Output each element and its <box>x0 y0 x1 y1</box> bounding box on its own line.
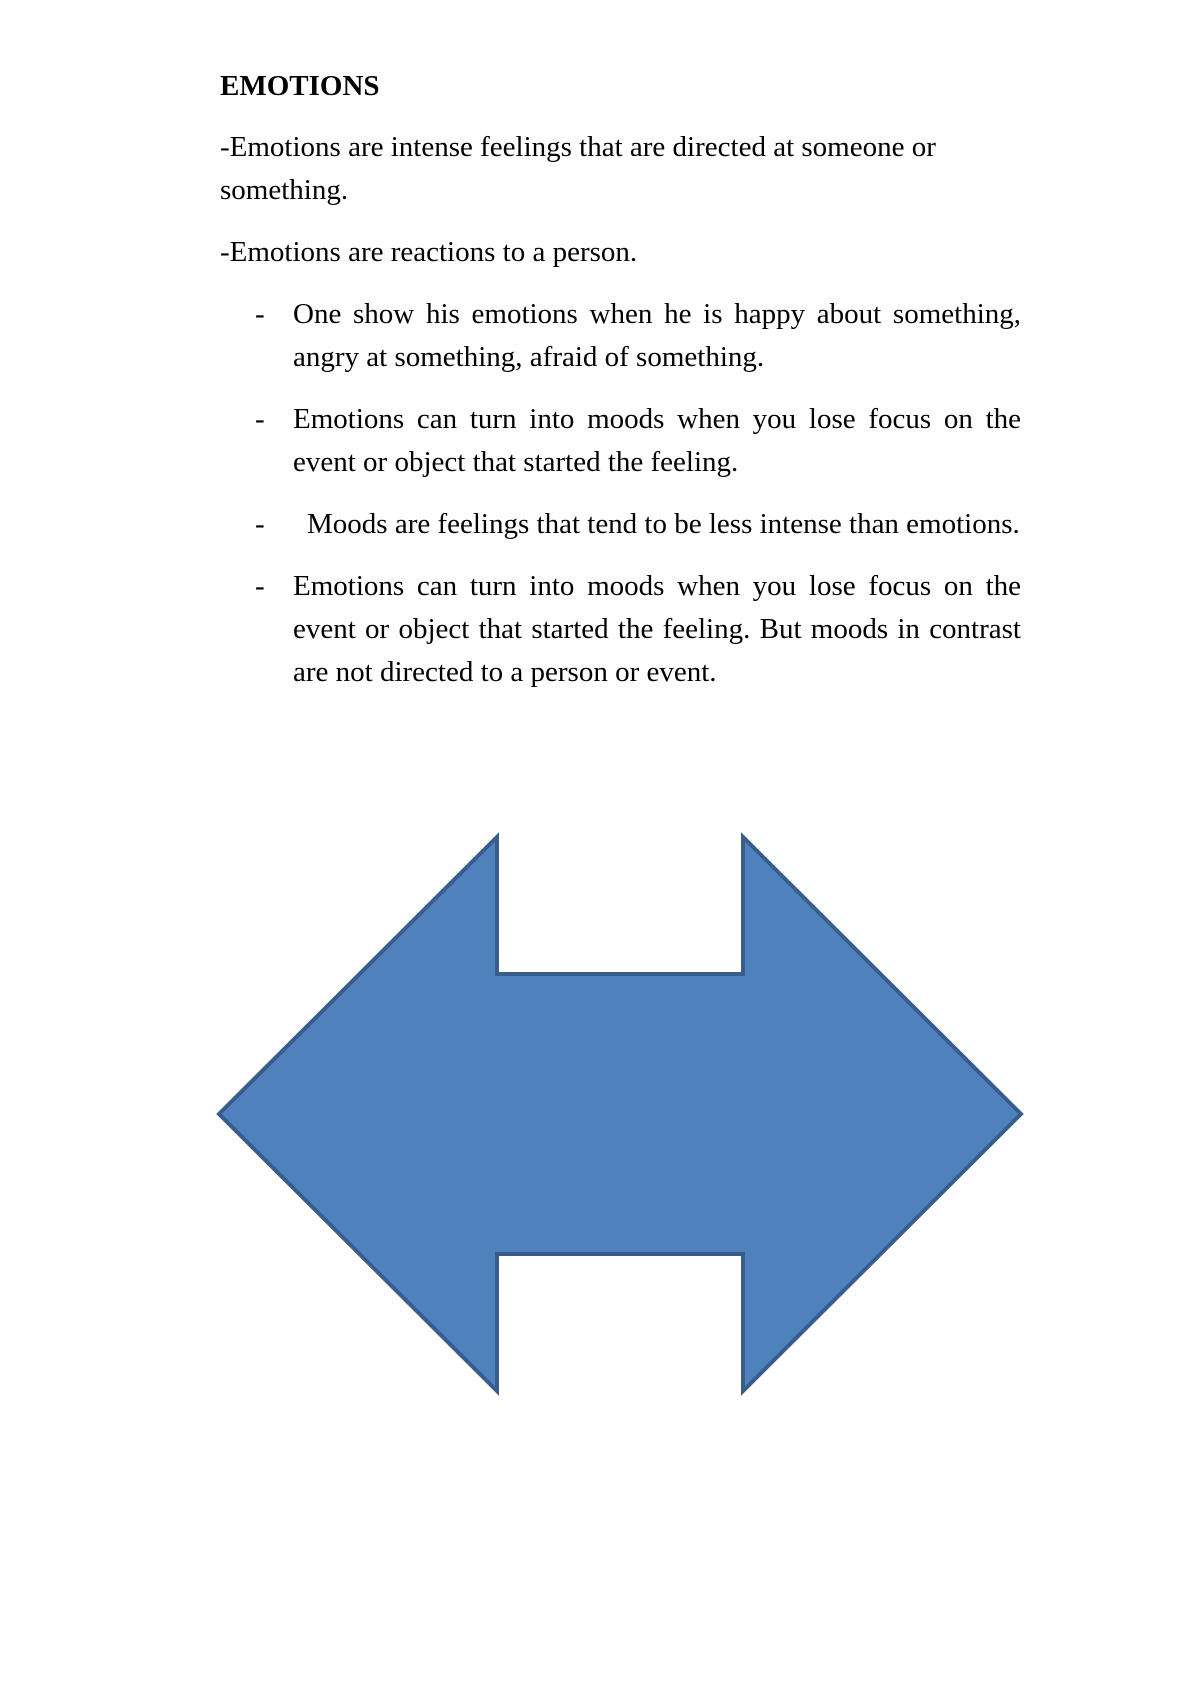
bullet-marker: - <box>255 298 265 330</box>
page-title: EMOTIONS <box>220 70 380 102</box>
bullet-marker: - <box>255 508 265 540</box>
list-item-text: Emotions can turn into moods when you lose focus on the event or object that started the feeling. But moods in contrast are not directed to a person or event. <box>293 570 1021 688</box>
bullet-marker: - <box>255 403 265 435</box>
list-item-text: One show his emotions when he is happy about something, angry at something, afraid of something. <box>293 298 1021 373</box>
paragraph-reactions: -Emotions are reactions to a person. <box>220 236 638 268</box>
double-arrow-shape <box>219 837 1021 1391</box>
paragraph-definition: -Emotions are intense feelings that are directed at someone or something. <box>220 131 936 206</box>
list-item-text: Emotions can turn into moods when you lose focus on the event or object that started the feeling. <box>293 403 1021 478</box>
bullet-marker: - <box>255 570 265 602</box>
list-item-text: Moods are feelings that tend to be less intense than emotions. <box>307 508 1020 540</box>
